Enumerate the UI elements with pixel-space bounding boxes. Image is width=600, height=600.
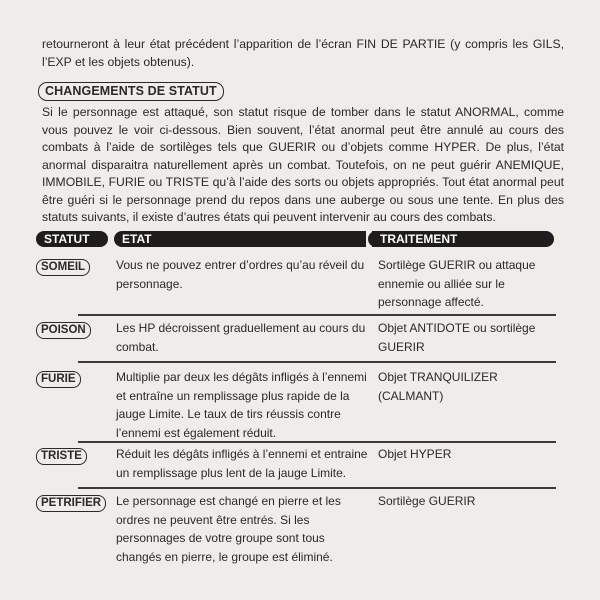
row-divider bbox=[78, 361, 556, 363]
row-divider bbox=[78, 487, 556, 489]
status-badge: SOMEIL bbox=[36, 259, 90, 276]
row-divider bbox=[78, 441, 556, 443]
etat-cell: Les HP décroissent graduellement au cours du combat. bbox=[116, 321, 366, 354]
status-badge: TRISTE bbox=[36, 448, 87, 465]
intro-paragraph: retourneront à leur état précédent l’apparition de l’écran FIN DE PARTIE (y compris les GILS, l’EXP et les objets obtenus). bbox=[42, 37, 564, 69]
header-etat: ETAT bbox=[114, 231, 366, 247]
traitement-cell: Sortilège GUERIR ou attaque ennemie ou alliée sur le personnage affecté. bbox=[378, 258, 536, 309]
section-body: Si le personnage est attaqué, son statut risque de tomber dans le statut ANORMAL, comme vous pouvez le voir ci-dessous. Bien souvent, l’état anormal peut être annulé au cours des combats à l’aide de sortilèges tels que GUERIR ou d’objets comme HYPER. De plus, l’état anormal disparaitra naturellement après un combat. Toutefois, on ne peut guérir ANEMIQUE, IMMOBILE, FURIE ou TRISTE qu’à l’aide des sorts ou objets appropriés. Tout état anormal peut être guéri si le personnage prend du repos dans une auberge ou sous une tente. En plus des statuts suivants, il existe d’autres états qui peuvent intervenir au cours des combats. bbox=[42, 105, 564, 224]
section-title: CHANGEMENTS DE STATUT bbox=[38, 82, 224, 101]
row-divider bbox=[78, 314, 556, 316]
status-badge: FURIE bbox=[36, 371, 81, 388]
etat-cell: Multiplie par deux les dégâts infligés à l’ennemi et entraîne un remplissage plus rapide de la jauge Limite. Le taux de tirs réussis contre l’ennemi est également réduit. bbox=[116, 370, 367, 440]
traitement-cell: Sortilège GUERIR bbox=[378, 494, 476, 508]
status-badge: PETRIFIER bbox=[36, 495, 106, 512]
traitement-cell: Objet TRANQUILIZER (CALMANT) bbox=[378, 370, 498, 403]
traitement-cell: Objet ANTIDOTE ou sortilège GUERIR bbox=[378, 321, 536, 354]
header-statut: STATUT bbox=[36, 231, 108, 247]
header-traitement: TRAITEMENT bbox=[372, 231, 554, 247]
status-badge: POISON bbox=[36, 322, 91, 339]
etat-cell: Vous ne pouvez entrer d’ordres qu’au réveil du personnage. bbox=[116, 258, 365, 291]
etat-cell: Réduit les dégâts infligés à l’ennemi et entraine un remplissage plus lent de la jauge Limite. bbox=[116, 447, 368, 480]
etat-cell: Le personnage est changé en pierre et les ordres ne peuvent être entrés. Si les personnages de votre groupe sont tous changés en pierre, le groupe est éliminé. bbox=[116, 494, 341, 564]
traitement-cell: Objet HYPER bbox=[378, 447, 452, 461]
